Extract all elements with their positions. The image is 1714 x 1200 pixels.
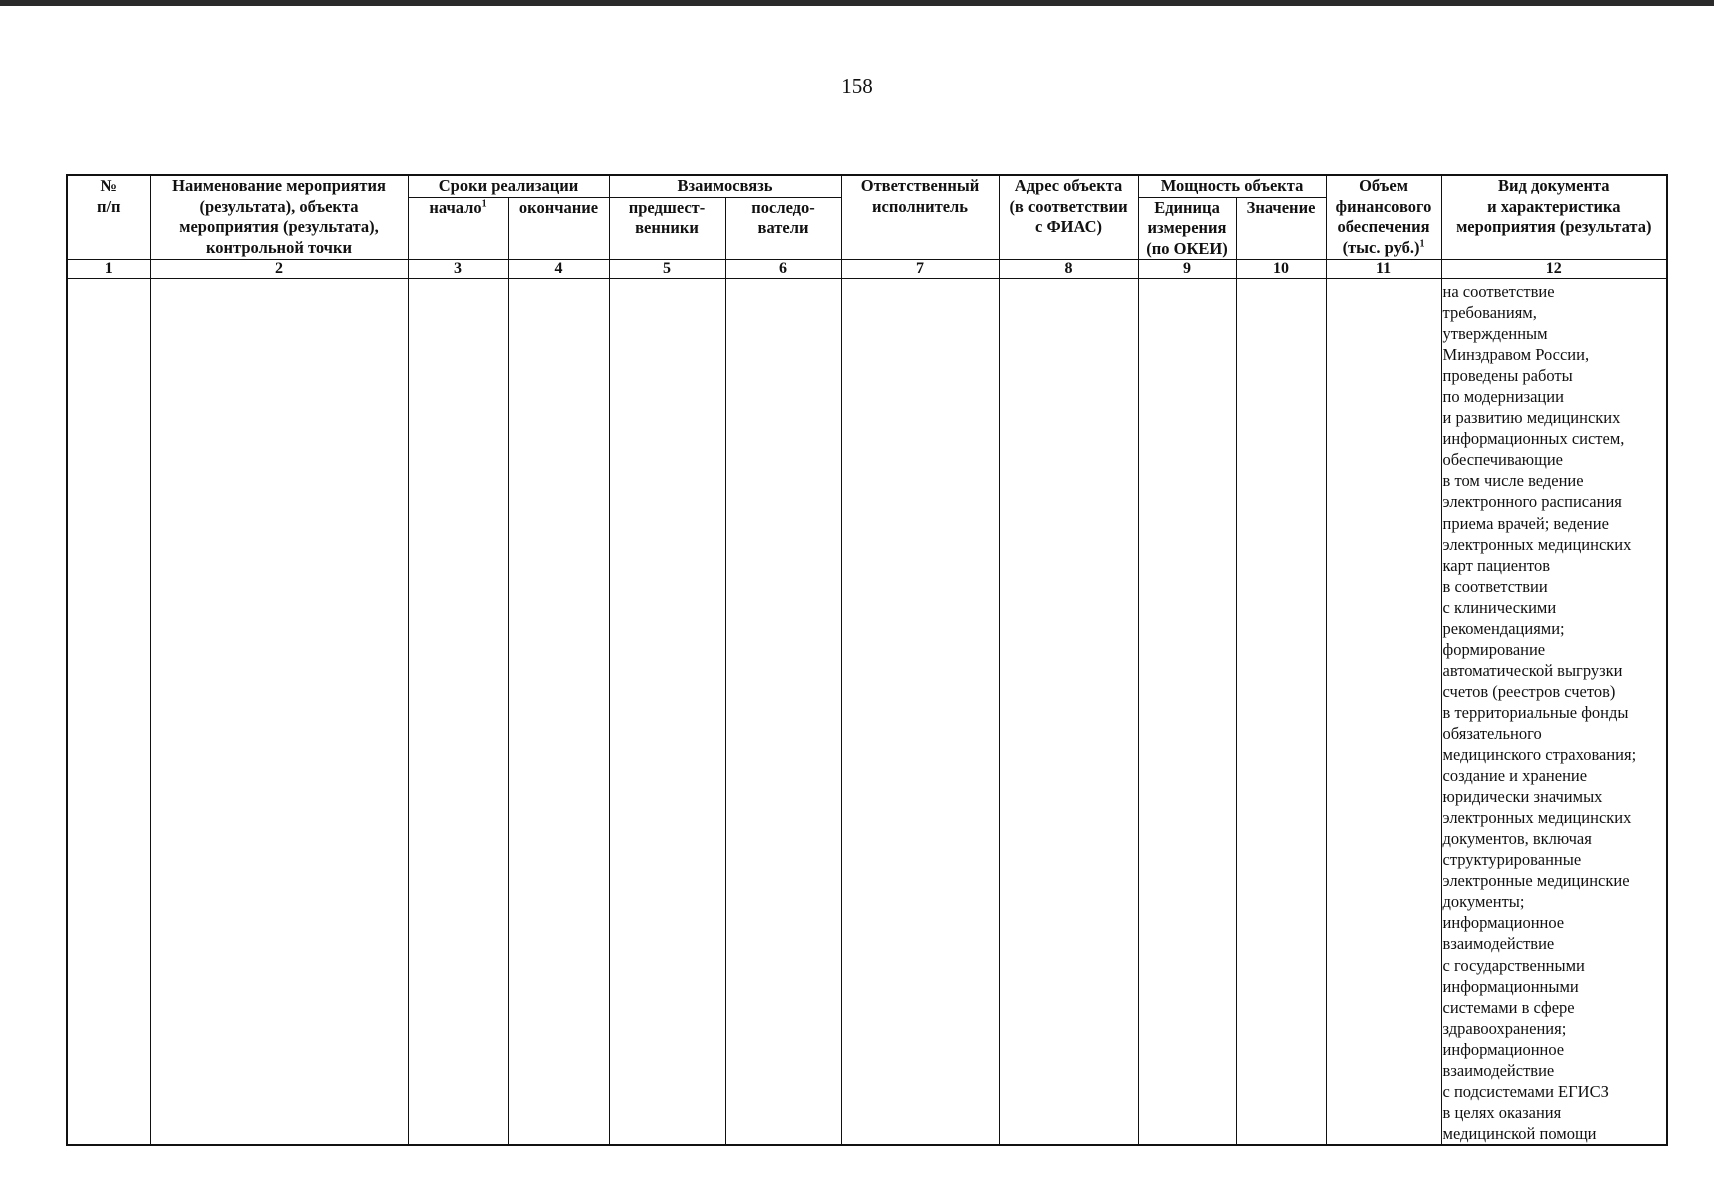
doc-type-line: в том числе ведение bbox=[1442, 471, 1584, 491]
cell-successors bbox=[725, 279, 841, 1145]
column-number: 10 bbox=[1236, 260, 1326, 279]
header-funding-unit: (тыс. руб.) bbox=[1342, 237, 1420, 257]
header-name-line: мероприятия (результата), bbox=[179, 217, 379, 236]
header-name-line: (результата), объекта bbox=[199, 196, 359, 216]
doc-type-line: обеспечивающие bbox=[1442, 450, 1563, 470]
cell-funding bbox=[1326, 279, 1441, 1145]
doc-type-line: медицинского страхования; bbox=[1442, 745, 1637, 765]
header-start-label: начало bbox=[429, 197, 482, 217]
cell-no bbox=[67, 279, 150, 1145]
header-responsible-line: исполнитель bbox=[871, 196, 969, 216]
column-number: 8 bbox=[999, 260, 1138, 279]
table-row bbox=[67, 279, 1667, 1145]
doc-type-line: информационными bbox=[1442, 976, 1579, 996]
column-number: 12 bbox=[1441, 260, 1667, 279]
doc-type-line: электронные медицинские bbox=[1442, 871, 1630, 891]
header-successors bbox=[725, 197, 841, 260]
header-start bbox=[408, 197, 508, 260]
cell-name bbox=[150, 279, 408, 1145]
header-no-line: № bbox=[100, 176, 118, 195]
header-timing: Сроки реализации bbox=[408, 175, 609, 197]
scan-top-edge bbox=[0, 0, 1714, 6]
doc-type-line: приема врачей; ведение bbox=[1442, 513, 1609, 533]
header-doc-type-line: Вид документа bbox=[1498, 176, 1610, 195]
doc-type-line: электронных медицинских bbox=[1442, 534, 1632, 554]
doc-type-line: на соответствие bbox=[1442, 282, 1555, 301]
column-number: 4 bbox=[508, 260, 609, 279]
doc-type-line: карт пациентов bbox=[1442, 555, 1550, 575]
doc-type-line: создание и хранение bbox=[1442, 766, 1588, 786]
doc-type-line: информационное bbox=[1442, 1039, 1565, 1059]
doc-type-line: электронного расписания bbox=[1442, 492, 1622, 512]
doc-type-line: в целях оказания bbox=[1442, 1102, 1562, 1122]
header-successors-line: ватели bbox=[757, 218, 809, 237]
header-funding-line: обеспечения bbox=[1337, 217, 1430, 236]
doc-type-line: рекомендациями; bbox=[1442, 618, 1565, 638]
header-unit bbox=[1138, 197, 1236, 260]
column-number: 7 bbox=[841, 260, 999, 279]
doc-type-line: системами в сфере bbox=[1442, 997, 1575, 1017]
doc-type-description bbox=[1442, 279, 1667, 1144]
doc-type-line: взаимодействие bbox=[1442, 1060, 1555, 1080]
doc-type-line: с клиническими bbox=[1442, 597, 1557, 617]
header-funding-line: Объем bbox=[1359, 176, 1408, 195]
header-doc-type-line: и характеристика bbox=[1487, 196, 1621, 216]
doc-type-line: и развитию медицинских bbox=[1442, 408, 1621, 428]
column-number: 5 bbox=[609, 260, 725, 279]
header-predecessors-line: предшест- bbox=[628, 197, 706, 217]
header-unit-line: (по ОКЕИ) bbox=[1146, 238, 1228, 258]
doc-type-line: в территориальные фонды bbox=[1442, 702, 1629, 722]
header-doc-type-line: мероприятия (результата) bbox=[1456, 217, 1652, 236]
doc-type-line: Минздравом России, bbox=[1442, 345, 1590, 365]
column-number: 11 bbox=[1326, 260, 1441, 279]
doc-type-line: электронных медицинских bbox=[1442, 808, 1632, 828]
doc-type-line: взаимодействие bbox=[1442, 934, 1555, 954]
cell-address bbox=[999, 279, 1138, 1145]
header-relations: Взаимосвязь bbox=[609, 175, 841, 197]
doc-type-line: информационных систем, bbox=[1442, 429, 1625, 449]
doc-type-line: с подсистемами ЕГИСЗ bbox=[1442, 1081, 1609, 1101]
doc-type-line: с государственными bbox=[1442, 955, 1585, 975]
activities-table bbox=[66, 174, 1668, 1146]
doc-type-line: счетов (реестров счетов) bbox=[1442, 681, 1616, 701]
doc-type-line: юридически значимых bbox=[1442, 787, 1603, 807]
doc-type-line: требованиям, bbox=[1442, 303, 1537, 323]
header-successors-line: последо- bbox=[751, 197, 815, 217]
header-funding-line bbox=[1329, 238, 1439, 259]
header-no bbox=[67, 175, 150, 260]
footnote-mark: 1 bbox=[481, 198, 487, 209]
cell-start bbox=[408, 279, 508, 1145]
doc-type-line: информационное bbox=[1442, 913, 1565, 933]
header-no-line: п/п bbox=[96, 196, 121, 216]
header-name bbox=[150, 175, 408, 260]
header-name-line: Наименование мероприятия bbox=[172, 176, 386, 195]
column-number: 6 bbox=[725, 260, 841, 279]
doc-type-line: утвержденным bbox=[1442, 324, 1548, 344]
doc-type-line: структурированные bbox=[1442, 850, 1582, 870]
header-name-line: контрольной точки bbox=[206, 237, 352, 257]
page-number: 158 bbox=[841, 74, 873, 98]
header-unit-line: Единица bbox=[1154, 197, 1220, 217]
header-end: окончание bbox=[508, 197, 609, 260]
header-capacity: Мощность объекта bbox=[1138, 175, 1326, 197]
doc-type-line: документов, включая bbox=[1442, 829, 1592, 849]
doc-type-line: автоматической выгрузки bbox=[1442, 660, 1623, 680]
header-address-line: (в соответствии bbox=[1009, 196, 1128, 216]
header-address-line: Адрес объекта bbox=[1014, 176, 1123, 195]
header-funding bbox=[1326, 175, 1441, 260]
doc-type-line: документы; bbox=[1442, 892, 1525, 912]
header-address bbox=[999, 175, 1138, 260]
cell-end bbox=[508, 279, 609, 1145]
cell-unit bbox=[1138, 279, 1236, 1145]
cell-responsible bbox=[841, 279, 999, 1145]
column-number: 3 bbox=[408, 260, 508, 279]
header-responsible bbox=[841, 175, 999, 260]
doc-type-line: проведены работы bbox=[1442, 366, 1573, 386]
footnote-mark: 1 bbox=[1419, 238, 1425, 249]
doc-type-line: медицинской помощи bbox=[1442, 1123, 1597, 1143]
header-address-line: с ФИАС) bbox=[1035, 217, 1102, 236]
header-doc-type bbox=[1441, 175, 1667, 260]
header-predecessors-line: венники bbox=[635, 218, 699, 237]
column-number-row bbox=[67, 260, 1667, 279]
doc-type-line: по модернизации bbox=[1442, 387, 1564, 407]
doc-type-line: здравоохранения; bbox=[1442, 1018, 1567, 1038]
header-funding-line: финансового bbox=[1335, 196, 1432, 216]
doc-type-line: в соответствии bbox=[1442, 576, 1548, 596]
header-responsible-line: Ответственный bbox=[860, 176, 980, 195]
cell-predecessors bbox=[609, 279, 725, 1145]
header-value: Значение bbox=[1236, 197, 1326, 260]
header-predecessors bbox=[609, 197, 725, 260]
column-number: 1 bbox=[67, 260, 150, 279]
column-number: 2 bbox=[150, 260, 408, 279]
cell-doc-type bbox=[1441, 279, 1667, 1145]
column-number: 9 bbox=[1138, 260, 1236, 279]
doc-type-line: обязательного bbox=[1442, 723, 1542, 743]
cell-value bbox=[1236, 279, 1326, 1145]
header-unit-line: измерения bbox=[1147, 218, 1227, 237]
doc-type-line: формирование bbox=[1442, 639, 1546, 659]
